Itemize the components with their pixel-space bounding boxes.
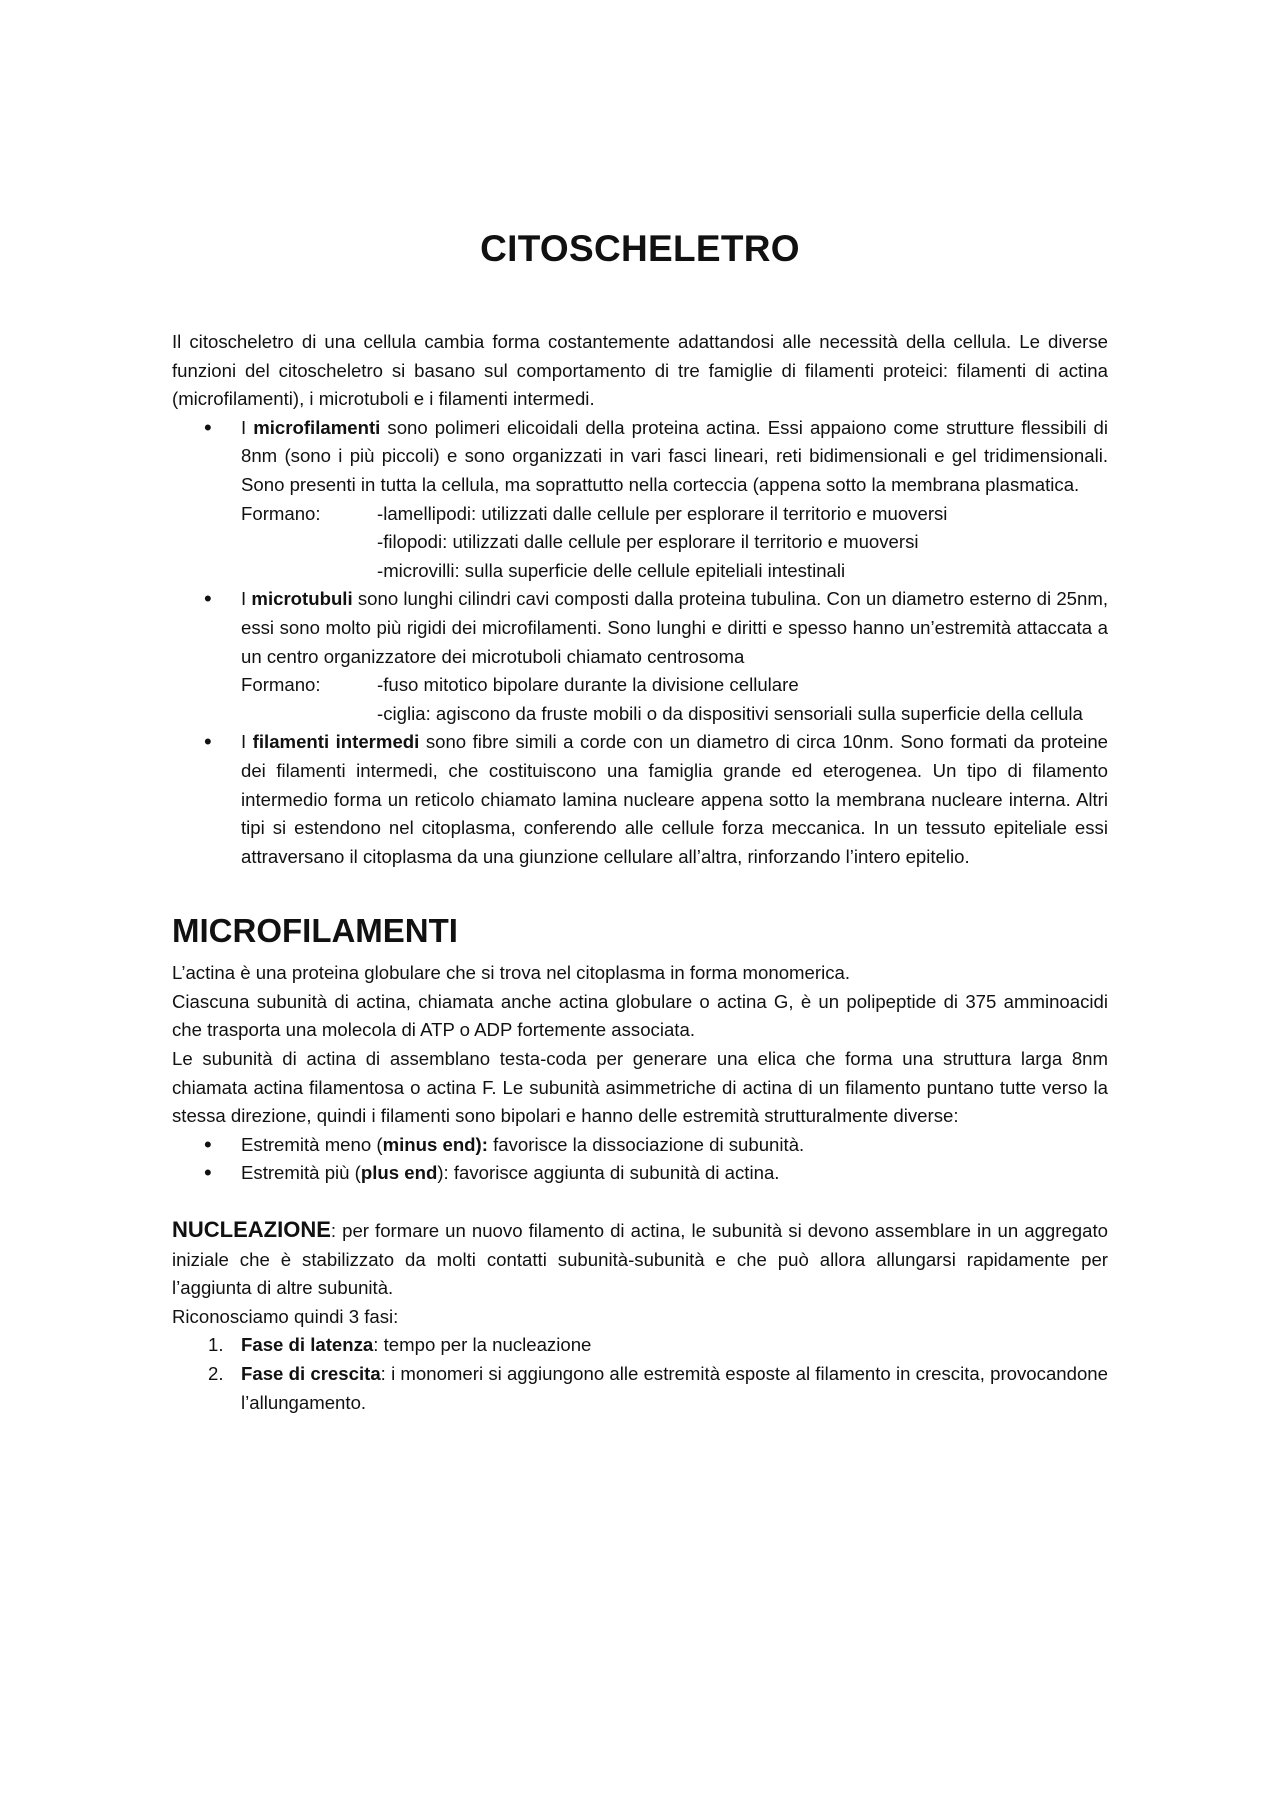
- bullet-prefix: I: [241, 731, 253, 753]
- nucleazione-text: : per formare un nuovo filamento di actina, le subunità si devono assemblare in un aggregato iniziale che è stabilizzato da molti contatti subunità-subunità e che può allora allungarsi rapidamente per l’aggiunta di altre subunità.: [172, 1220, 1108, 1299]
- bullet-prefix: I: [241, 416, 254, 438]
- formano-item: -fuso mitotico bipolare durante la divisione cellulare: [377, 674, 799, 696]
- formano-label: Formano:: [241, 502, 321, 524]
- list-item-plus-end: [172, 1159, 1108, 1188]
- phase-number: 2.: [208, 1363, 224, 1384]
- filament-types-list: [172, 414, 1108, 872]
- document-body: [172, 328, 1108, 1417]
- filament-ends-list: [172, 1131, 1108, 1188]
- formano-item: -lamellipodi: utilizzati dalle cellule per esplorare il territorio e muoversi: [377, 502, 948, 524]
- formano-block: [241, 671, 1108, 728]
- term-fase-latenza: Fase di latenza: [241, 1334, 374, 1356]
- list-item-minus-end: [172, 1131, 1108, 1160]
- actina-paragraph-1: L’actina è una proteina globulare che si trova nel citoplasma in forma monomerica.: [172, 962, 851, 984]
- phases-intro: Riconosciamo quindi 3 fasi:: [172, 1305, 399, 1327]
- phase-1-description: : tempo per la nucleazione: [373, 1334, 592, 1356]
- list-item-microtubuli: [172, 585, 1108, 728]
- formano-item: -ciglia: agiscono da fruste mobili o da dispositivi sensoriali sulla superficie della cellula: [377, 702, 1083, 724]
- bullet-prefix: I: [241, 588, 252, 610]
- phase-number: 1.: [208, 1334, 224, 1356]
- end-prefix: Estremità meno (: [241, 1133, 383, 1155]
- formano-block: [241, 500, 1108, 586]
- microtubuli-description: sono lunghi cilindri cavi composti dalla proteina tubulina. Con un diametro esterno di 25nm, essi sono molto più rigidi dei microfilamenti. Sono lunghi e diritti e spesso hanno un’estremità attaccata a un centro organizzatore dei microtuboli chiamato centrosoma: [241, 588, 1108, 667]
- list-item-phase-1: [172, 1331, 1108, 1360]
- minus-end-description: favorisce la dissociazione di subunità.: [487, 1133, 805, 1155]
- intro-paragraph: Il citoscheletro di una cellula cambia forma costantemente adattandosi alle necessità della cellula. Le diverse funzioni del citoscheletro si basano sul comportamento di tre famiglie di filamenti proteici: filamenti di actina (microfilamenti), i microtuboli e i filamenti intermedi.: [172, 331, 1108, 410]
- term-minus-end: minus end: [382, 1133, 476, 1155]
- section-heading-microfilamenti: MICROFILAMENTI: [172, 912, 458, 950]
- list-item-microfilamenti: [172, 414, 1108, 586]
- term-microtubuli: microtubuli: [251, 588, 353, 610]
- actina-paragraph-3: Le subunità di actina di assemblano testa-coda per generare una elica che forma una struttura larga 8nm chiamata actina filamentosa o actina F. Le subunità asimmetriche di actina di un filamento puntano tutte verso la stessa direzione, quindi i filamenti sono bipolari e hanno delle estremità strutturalmente diverse:: [172, 1048, 1108, 1127]
- plus-end-description: ): favorisce aggiunta di subunità di actina.: [437, 1162, 780, 1184]
- term-plus-end: plus end: [360, 1162, 438, 1184]
- term-fase-crescita: Fase di crescita: [241, 1363, 381, 1384]
- term-filamenti-intermedi: filamenti intermedi: [252, 731, 420, 753]
- phase-2-description: : i monomeri si aggiungono alle estremità esposte al filamento in crescita, provocandone l’allungamento.: [241, 1363, 1108, 1413]
- actina-paragraph-2: Ciascuna subunità di actina, chiamata anche actina globulare o actina G, è un polipeptide di 375 amminoacidi che trasporta una molecola di ATP o ADP fortemente associata.: [172, 990, 1108, 1041]
- list-item-filamenti-intermedi: [172, 728, 1108, 871]
- nucleazione-paragraph: [172, 1216, 1108, 1303]
- microfilamenti-description: sono polimeri elicoidali della proteina actina. Essi appaiono come strutture flessibili di 8nm (sono i più piccoli) e sono organizzati in vari fasci lineari, reti bidimensionali e gel tridimensionali. Sono presenti in tutta la cellula, ma soprattutto nella corteccia (appena sotto la membrana plasmatica.: [241, 416, 1108, 495]
- list-item-phase-2: [172, 1360, 1108, 1417]
- formano-item: -microvilli: sulla superficie delle cellule epiteliali intestinali: [377, 559, 846, 581]
- intermedi-description: sono fibre simili a corde con un diametro di circa 10nm. Sono formati da proteine dei filamenti intermedi, che costituiscono una famiglia grande ed eterogenea. Un tipo di filamento intermedio forma un reticolo chiamato lamina nucleare appena sotto la membrana nucleare interna. Altri tipi si estendono nel citoplasma, conferendo alle cellule forza meccanica. In un tessuto epiteliale essi attraversano il citoplasma da una giunzione cellulare all’altra, rinforzando l’intero epitelio.: [241, 731, 1108, 867]
- formano-label: Formano:: [241, 674, 321, 696]
- page-title: CITOSCHELETRO: [480, 228, 800, 269]
- nucleazione-label: NUCLEAZIONE: [172, 1217, 331, 1243]
- phases-list: [172, 1331, 1108, 1417]
- term-microfilamenti: microfilamenti: [253, 416, 381, 438]
- formano-item: -filopodi: utilizzati dalle cellule per esplorare il territorio e muoversi: [377, 531, 919, 553]
- end-prefix: Estremità più (: [241, 1162, 361, 1184]
- end-bold-suffix: ):: [475, 1133, 488, 1155]
